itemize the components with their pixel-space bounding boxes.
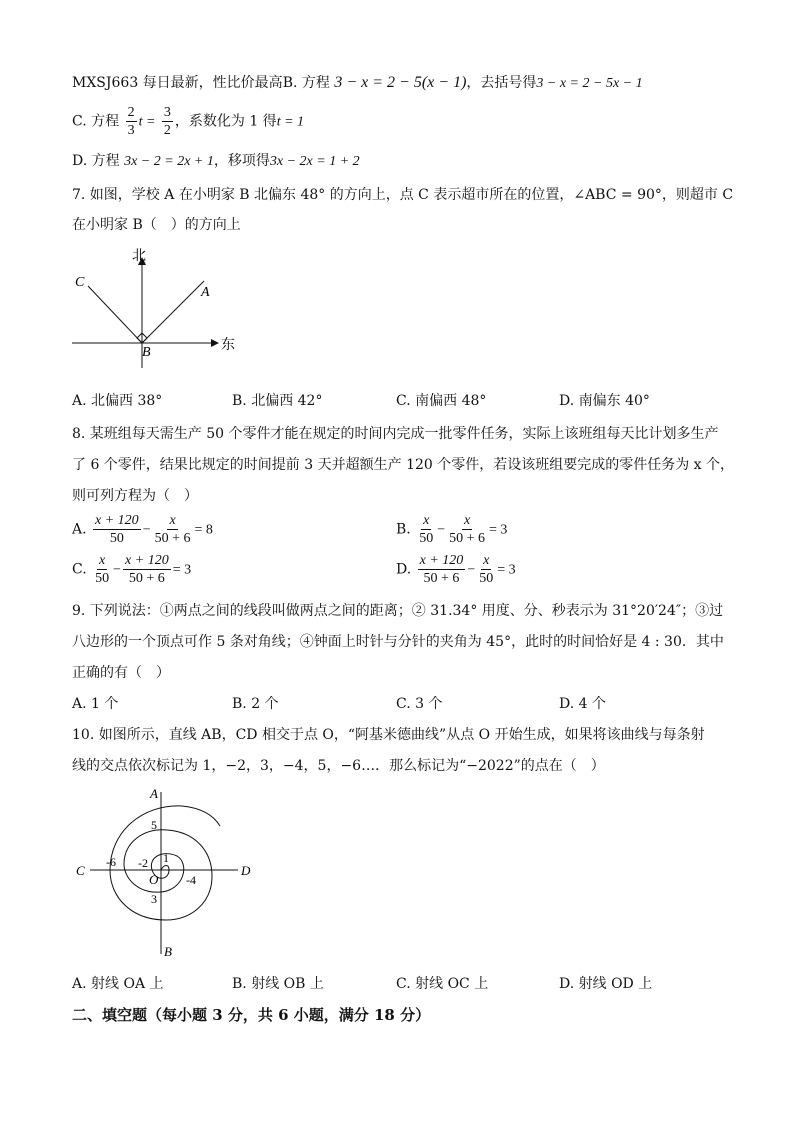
q6-c-var: t = — [138, 114, 156, 130]
q7-option-b: B. 北偏西 42° — [232, 393, 323, 409]
q6-option-b — [72, 72, 643, 92]
q6-d-result: 3x − 2x = 1 + 2 — [269, 154, 360, 169]
q10-stem-line1: 10. 如图所示，直线 AB，CD 相交于点 O，“阿基米德曲线”从点 O 开始生成，如果将该曲线与每条射 — [72, 727, 705, 743]
q9-stem-line3: 正确的有（ ） — [72, 665, 170, 681]
q8-stem-line1: 8. 某班组每天需生产 50 个零件才能在规定的时间内完成一批零件任务，实际上该班组每天比计划多生产 — [72, 426, 719, 442]
q10-stem-line2: 线的交点依次标记为 1，−2，3，−4，5，−6…．那么标记为“−2022”的点在（ ） — [72, 758, 605, 774]
q6-b-label: B. 方程 — [282, 75, 330, 91]
q9-option-d: D. 4 个 — [559, 696, 606, 712]
q8-option-b: B. $\frac{x}{50}$ − $\frac{x}{50 + 6}$ = 3 — [396, 513, 508, 546]
point-o-label: O — [149, 872, 159, 887]
point-a-label: A — [150, 786, 158, 801]
q7-stem-line2: 在小明家 B（ ）的方向上 — [72, 217, 241, 233]
point-c-label: C — [75, 275, 85, 290]
q6-option-c — [72, 104, 304, 139]
q6-d-equation: 3x − 2 = 2x + 1 — [124, 154, 214, 169]
q8-stem-line3: 则可列方程为（ ） — [72, 488, 198, 504]
q10-option-c: C. 射线 OC 上 — [396, 976, 489, 992]
q6-b-result: 3 − x = 2 − 5x − 1 — [536, 76, 643, 91]
q6-c-text: ，系数化为 1 得 — [174, 113, 277, 130]
q10-option-a: A. 射线 OA 上 — [72, 976, 164, 992]
q8-stem-line2: 了 6 个零件，结果比规定的时间提前 3 天并超额生产 120 个零件，若设该班组要完成的零件任务为 x 个， — [72, 457, 735, 473]
q8-option-d: D. $\frac{x + 120}{50 + 6}$ − $\frac{x}{50}$ = 3 — [396, 553, 516, 586]
point-b-label: B — [164, 944, 172, 959]
point-b-label: B — [142, 345, 151, 360]
ray-bc — [88, 286, 142, 343]
q6-c-label: C. 方程 — [72, 113, 120, 130]
q9-stem-line1: 9. 下列说法：①两点之间的线段叫做两点之间的距离；② 31.34° 用度、分、秒表示为 31°20′24″；③过 — [72, 603, 724, 619]
q7-compass-figure — [66, 246, 246, 376]
q7-option-a: A. 北偏西 38° — [72, 393, 163, 409]
q6-b-text: ，去括号得 — [466, 75, 537, 91]
east-label: 东 — [221, 338, 235, 353]
section-heading-fill-blank: 二、填空题（每小题 3 分，共 6 小题，满分 18 分） — [72, 1006, 431, 1024]
q6-c-fraction-2: $\frac{3}{2}$ — [163, 105, 171, 138]
mark-neg6: -6 — [106, 855, 116, 869]
q8-option-c: C. $\frac{x}{50}$ − $\frac{x + 120}{50 + 6}$ = 3 — [72, 553, 192, 586]
q6-d-label: D. 方程 — [72, 153, 120, 169]
mark-neg4: -4 — [186, 873, 196, 887]
q7-option-c: C. 南偏西 48° — [396, 393, 487, 409]
q6-d-text: ，移项得 — [213, 153, 270, 169]
ray-ba — [142, 281, 204, 343]
q7-option-d: D. 南偏东 40° — [559, 393, 650, 409]
q7-stem-line1: 7. 如图，学校 A 在小明家 B 北偏东 48° 的方向上，点 C 表示超市所在的位置，∠ABC = 90°，则超市 C — [72, 187, 734, 203]
q10-option-d: D. 射线 OD 上 — [559, 976, 653, 992]
q9-option-a: A. 1 个 — [72, 696, 119, 712]
q6-option-d — [72, 150, 360, 170]
q6-c-result: t = 1 — [276, 114, 305, 130]
q8-option-a: A. $\frac{x + 120}{50}$ − $\frac{x}{50 + 6}$ = 8 — [72, 513, 213, 546]
q9-option-b: B. 2 个 — [232, 696, 279, 712]
q6-c-fraction-1: $\frac{2}{3}$ — [127, 105, 135, 138]
mark-3: 3 — [151, 892, 157, 906]
point-d-label: D — [241, 863, 251, 878]
q6-b-equation: 3 − x = 2 − 5(x − 1) — [334, 74, 467, 91]
q10-spiral-figure — [72, 784, 272, 964]
mark-neg2: -2 — [138, 856, 148, 870]
north-label: 北 — [132, 249, 146, 264]
point-a-label: A — [201, 285, 210, 300]
mark-1: 1 — [163, 851, 169, 865]
q9-stem-line2: 八边形的一个顶点可作 5 条对角线；④钟面上时针与分针的夹角为 45°，此时的时间恰好是 4 : 30．其中 — [72, 634, 724, 650]
mark-5: 5 — [151, 818, 157, 832]
header-note: MXSJ663 每日最新，性比价最高 — [72, 75, 283, 91]
q9-option-c: C. 3 个 — [396, 696, 443, 712]
point-c-label: C — [76, 863, 85, 878]
q10-option-b: B. 射线 OB 上 — [232, 976, 324, 992]
